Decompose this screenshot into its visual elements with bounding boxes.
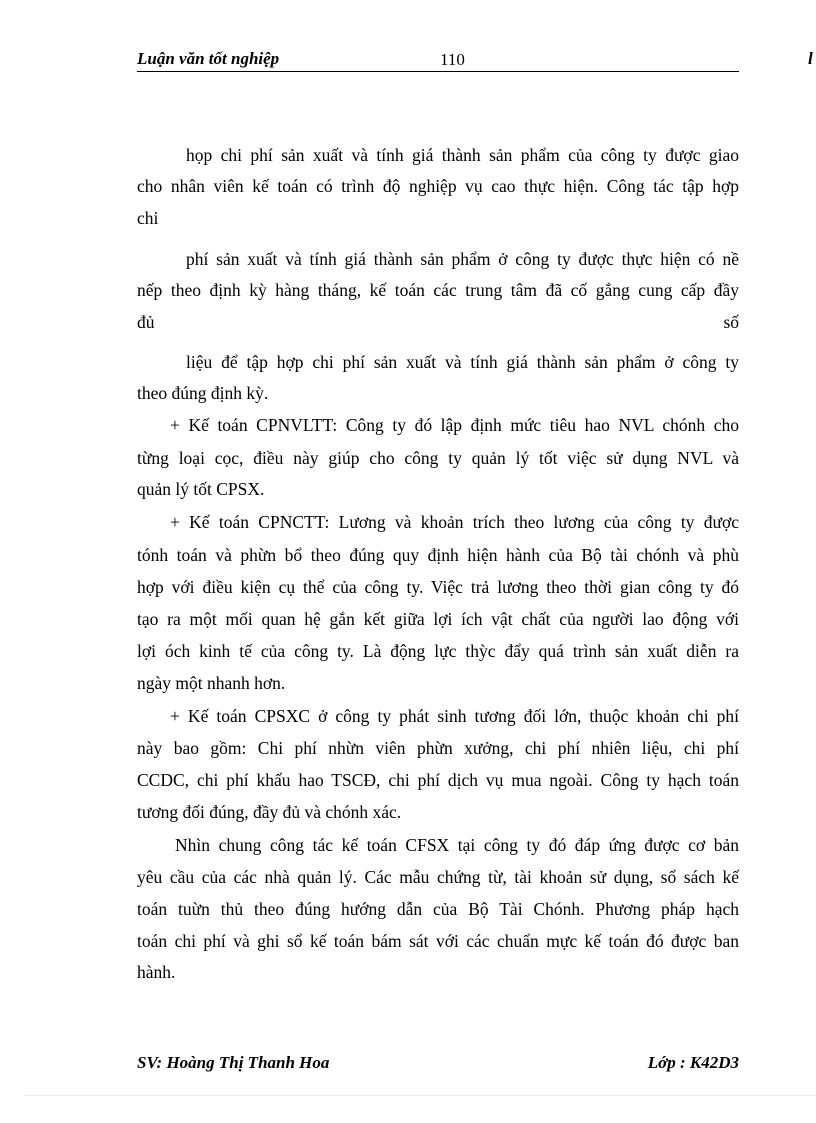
body-line: + Kế toán CPSXC ở công ty phát sinh tương đối lớn, thuộc khoản chi phí <box>170 706 739 726</box>
body-line: toán tuừn thủ theo đúng hướng dẫn của Bộ Tài Chónh. Phương pháp hạch <box>137 899 739 919</box>
body-line: liệu để tập hợp chi phí sản xuất và tính giá thành sản phẩm ở công ty <box>186 352 739 372</box>
body-line: ngày một nhanh hơn. <box>137 673 286 693</box>
body-line: quản lý tốt CPSX. <box>137 479 265 499</box>
body-line: lợi óch kinh tế của công ty. Là động lực thỳc đẩy quá trình sản xuất diễn ra <box>137 641 739 661</box>
body-line: hành. <box>137 962 176 982</box>
body-line: nếp theo định kỳ hàng tháng, kế toán các trung tâm đã cố gắng cung cấp đầy <box>137 280 739 300</box>
body-line: chi <box>137 208 159 228</box>
header-rule <box>137 71 739 72</box>
body-line: yêu cầu của các nhà quản lý. Các mẫu chứng từ, tài khoản sử dụng, sổ sách kế <box>137 867 739 887</box>
footer-student: SV: Hoàng Thị Thanh Hoa <box>137 1053 330 1072</box>
body-line: phí sản xuất và tính giá thành sản phẩm ở công ty được thực hiện có nề <box>186 249 739 269</box>
body-line: đủ số <box>137 312 739 332</box>
body-line: CCDC, chi phí khấu hao TSCĐ, chi phí dịch vụ mua ngoài. Công ty hạch toán <box>137 770 739 790</box>
header-edge-text: l <box>808 49 813 68</box>
body-line: + Kế toán CPNCTT: Lương và khoản trích theo lương của công ty được <box>170 512 739 532</box>
footer-class: Lớp : K42D3 <box>647 1053 739 1072</box>
body-line: họp chi phí sản xuất và tính giá thành sản phẩm của công ty được giao <box>186 145 739 165</box>
body-line: hợp với điều kiện cụ thể của công ty. Việc trả lương theo thời gian công ty đó <box>137 577 739 597</box>
body-line: tương đối đúng, đầy đủ và chónh xác. <box>137 802 402 822</box>
body-line: Nhìn chung công tác kế toán CFSX tại công ty đó đáp ứng được cơ bản <box>175 835 739 855</box>
body-line: từng loại cọc, điều này giúp cho công ty quản lý tốt việc sử dụng NVL và <box>137 448 739 468</box>
body-line: tónh toán và phừn bổ theo đúng quy định hiện hành của Bộ tài chónh và phù <box>137 545 739 565</box>
body-line: tạo ra một mối quan hệ gắn kết giữa lợi ích vật chất của người lao động với <box>137 609 739 629</box>
header-title: Luận văn tốt nghiệp <box>137 49 280 68</box>
page-edge-divider <box>25 1095 816 1096</box>
body-line: cho nhân viên kế toán có trình độ nghiệp vụ cao thực hiện. Công tác tập hợp <box>137 176 739 196</box>
body-line: theo đúng định kỳ. <box>137 383 269 403</box>
body-line: này bao gồm: Chi phí nhừn viên phừn xưởng, chi phí nhiên liệu, chi phí <box>137 738 739 758</box>
page-number: 110 <box>440 50 465 69</box>
body-line: toán chi phí và ghi sổ kế toán bám sát với các chuẩn mực kế toán đó được ban <box>137 931 739 951</box>
body-line: + Kế toán CPNVLTT: Công ty đó lập định mức tiêu hao NVL chónh cho <box>170 415 739 435</box>
